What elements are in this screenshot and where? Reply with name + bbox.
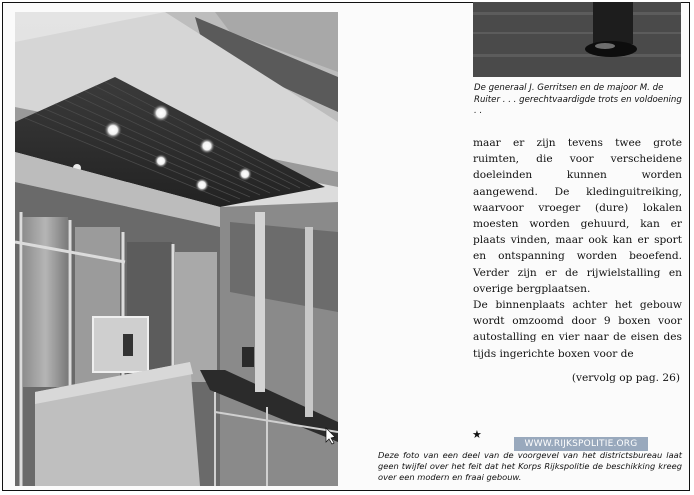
officers-photo-fragment <box>473 2 681 77</box>
body-paragraph: maar er zijn tevens twee grote ruimten, die voor verscheidene doeleinden kunnen worden aangewend. De kledinguitreiking, waarvoor vroeger (dure) lokalen moesten worden gehuurd, kan er plaats vinden, maar ook kan er sport en ontspanning worden beoefend. Verder zijn er de rijwielstalling en overige bergplaatsen. <box>473 137 682 295</box>
body-paragraph: De binnenplaats achter het gebouw wordt omzoomd door 9 boxen voor autostalling en vier naar de eisen des tijds ingerichte boxen voor de <box>473 299 682 360</box>
continued-note: (vervolg op pag. 26) <box>571 372 680 384</box>
building-facade-photo <box>15 12 338 486</box>
photo-caption-bottom: Deze foto van een deel van de voorgevel van het districtsbureau laat geen twijfel over het feit dat het Korps Rijkspolitie de beschikking kreeg over een modern en fraai gebouw. <box>378 450 682 482</box>
star-ornament: ★ <box>472 428 482 441</box>
photo-caption-top: De generaal J. Gerritsen en de majoor M. de Ruiter . . . gerechtvaardigde trots en voldoening . . <box>474 83 682 116</box>
article-body <box>473 135 682 362</box>
watermark-label: WWW.RIJKSPOLITIE.ORG <box>514 437 648 451</box>
